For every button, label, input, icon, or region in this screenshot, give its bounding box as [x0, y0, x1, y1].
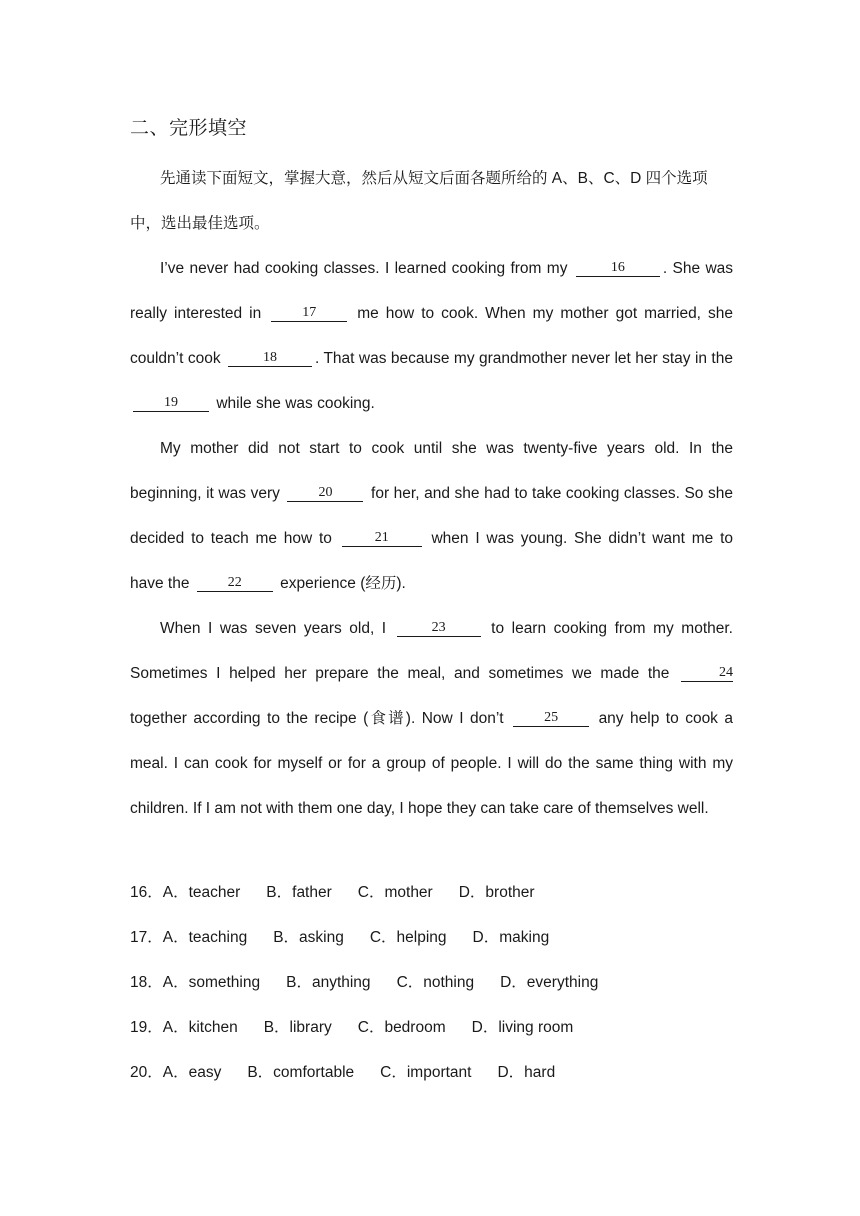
blank-18: 18: [228, 349, 312, 367]
passage-text: I’ve never had cooking classes. I learned cooking from my: [160, 260, 568, 277]
passage-text: . That was because my grandmother never let her stay in the: [315, 350, 733, 367]
blank-22: 22: [197, 574, 273, 592]
option-b: B．comfortable: [247, 1064, 355, 1081]
option-a: A．easy: [162, 1064, 222, 1081]
blank-24: 24: [681, 664, 733, 682]
question-19: [130, 1011, 750, 1056]
option-b: B．library: [263, 1019, 332, 1036]
option-a: A．teaching: [162, 929, 248, 946]
option-b: B．father: [266, 884, 332, 901]
passage-text: me how to cook. When my mother got married, she couldn’t cook: [130, 305, 733, 367]
passage-text: together according to the recipe (食谱). Now I don’t: [130, 710, 504, 727]
blank-23: 23: [397, 619, 481, 637]
question-number: 16．: [130, 884, 163, 901]
option-b: B．asking: [273, 929, 344, 946]
section-title: 二、完形填空: [130, 117, 248, 139]
blank-19: 19: [133, 394, 209, 412]
passage-paragraph-2: [130, 426, 733, 606]
question-number: 18．: [130, 974, 163, 991]
passage-text: when I was young. She didn’t want me to have the: [130, 530, 733, 592]
option-c: C．bedroom: [357, 1019, 446, 1036]
blank-17: 17: [271, 304, 347, 322]
blank-20: 20: [287, 484, 363, 502]
blank-25: 25: [513, 709, 589, 727]
question-number: 20．: [130, 1064, 163, 1081]
option-d: D．hard: [497, 1064, 556, 1081]
passage-text: When I was seven years old, I: [160, 620, 387, 637]
passage-text: My mother did not start to cook until she was twenty-five years old. In the beginning, it was very: [130, 440, 733, 502]
question-number: 19．: [130, 1019, 163, 1036]
option-d: D．brother: [458, 884, 535, 901]
question-20: [130, 1056, 750, 1101]
option-c: C．helping: [369, 929, 447, 946]
passage-text: while she was cooking.: [216, 395, 375, 412]
option-c: C．important: [380, 1064, 472, 1081]
passage-text: any help to cook a meal. I can cook for myself or for a group of people. I will do the same thing with my children. If I am not with them one day, I hope they can take care of themselves well.: [130, 710, 734, 817]
passage-text: . She was really interested in: [130, 260, 734, 322]
passage-text: to learn cooking from my mother. Sometimes I helped her prepare the meal, and sometimes we made the: [130, 620, 733, 682]
option-a: A．something: [162, 974, 261, 991]
option-b: B．anything: [286, 974, 371, 991]
question-17: [130, 921, 750, 966]
option-d: D．everything: [500, 974, 599, 991]
passage: [130, 246, 733, 831]
question-18: [130, 966, 750, 1011]
instructions: 先通读下面短文，掌握大意，然后从短文后面各题所给的 A、B、C、D 四个选项中，选出最佳选项。: [130, 170, 708, 232]
passage-paragraph-1: [130, 246, 733, 426]
option-c: C．mother: [357, 884, 433, 901]
option-d: D．living room: [471, 1019, 574, 1036]
question-number: 17．: [130, 929, 163, 946]
blank-21: 21: [342, 529, 422, 547]
question-list: [130, 876, 750, 1101]
question-16: [130, 876, 750, 921]
option-d: D．making: [472, 929, 550, 946]
option-a: A．kitchen: [162, 1019, 238, 1036]
passage-text: experience (经历).: [280, 575, 406, 592]
passage-text: for her, and she had to take cooking classes. So she decided to teach me how to: [130, 485, 733, 547]
option-c: C．nothing: [396, 974, 475, 991]
passage-paragraph-3: [130, 606, 733, 831]
blank-16: 16: [576, 259, 660, 277]
option-a: A．teacher: [162, 884, 241, 901]
